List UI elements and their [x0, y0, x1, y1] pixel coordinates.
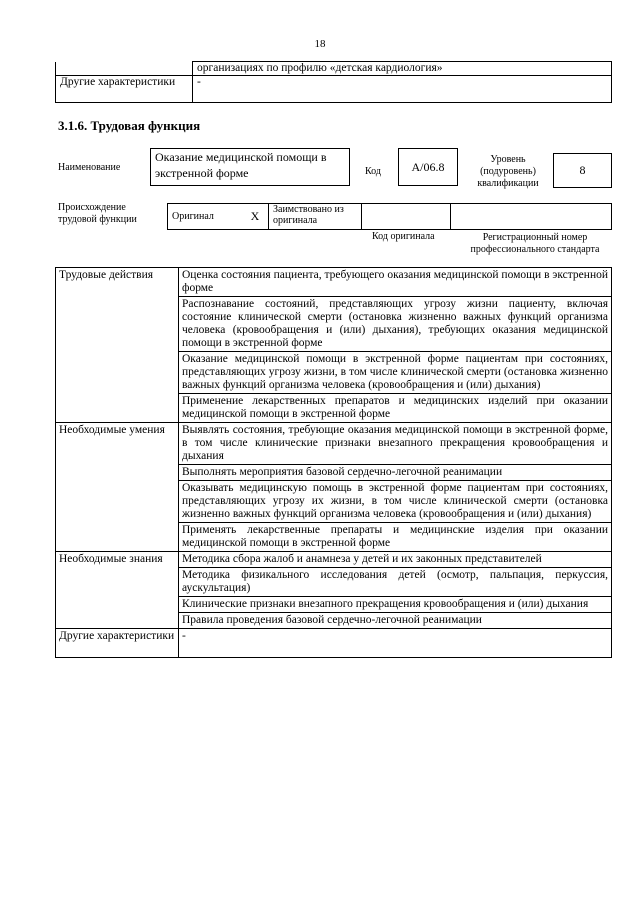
function-name-box: Оказание медицинской помощи в экстренной форме	[150, 148, 350, 186]
level-label: Уровень (подуровень) квалификации	[477, 154, 539, 189]
origin-label: Происхождение трудовой функции	[58, 202, 137, 225]
continuation-empty-cell	[56, 62, 193, 76]
page-number: 18	[314, 38, 326, 50]
table-row: Правила проведения базовой сердечно-легочной реанимации	[179, 613, 612, 629]
reg-number-caption: Регистрационный номер профессионального стандарта	[470, 232, 600, 255]
original-label: Оригинал	[168, 204, 243, 230]
table-row: Применять лекарственные препараты и медицинские изделия при оказании медицинской помощи в экстренной форме	[179, 523, 612, 552]
other-characteristics-label: Другие характеристики	[56, 629, 179, 658]
origin-code-cell	[362, 204, 451, 230]
table-row: Оценка состояния пациента, требующего оказания медицинской помощи в экстренной форме	[179, 268, 612, 297]
original-mark: X	[242, 204, 269, 230]
reg-number-cell	[451, 204, 612, 230]
origin-code-caption: Код оригинала	[372, 231, 435, 242]
other-characteristics-label: Другие характеристики	[56, 76, 193, 103]
continuation-table	[55, 61, 612, 103]
skills-label: Необходимые умения	[56, 423, 179, 552]
other-characteristics-value: -	[193, 76, 612, 103]
borrowed-label: Заимствовано из оригинала	[269, 204, 362, 230]
table-row: Оказывать медицинскую помощь в экстренной форме пациентам при состояниях, представляющих угрозу их жизни, в том числе клинической смерти (остановка жизненно важных функций организма человека (кровообращения и (или) дыхания)	[179, 481, 612, 523]
name-label: Наименование	[58, 162, 121, 173]
other-characteristics-value: -	[179, 629, 612, 658]
section-title: 3.1.6. Трудовая функция	[58, 118, 201, 133]
code-label: Код	[365, 166, 381, 177]
labor-function-table	[55, 267, 612, 658]
table-row: Распознавание состояний, представляющих угрозу жизни пациенту, включая состояние клинической смерти (остановка жизненно важных функций организма человека (кровообращения и (или) дыхания), требующих оказания медицинской помощи в экстренной форме	[179, 297, 612, 352]
table-row: Оказание медицинской помощи в экстренной форме пациентам при состояниях, представляющих угрозу жизни, в том числе клинической смерти (остановка жизненно важных функций организма человека (кровообращения и (или) дыхания)	[179, 352, 612, 394]
table-row: Применение лекарственных препаратов и медицинских изделий при оказании медицинской помощи в экстренной форме	[179, 394, 612, 423]
knowledge-label: Необходимые знания	[56, 552, 179, 629]
table-row: Методика физикального исследования детей (осмотр, пальпация, перкуссия, аускультация)	[179, 568, 612, 597]
function-code-box: А/06.8	[398, 148, 458, 186]
labor-actions-label: Трудовые действия	[56, 268, 179, 423]
level-value-box: 8	[553, 153, 612, 188]
table-row: Методика сбора жалоб и анамнеза у детей и их законных представителей	[179, 552, 612, 568]
origin-table	[167, 203, 612, 230]
continuation-text: организациях по профилю «детская кардиология»	[193, 62, 612, 76]
table-row: Клинические признаки внезапного прекращения кровообращения и (или) дыхания	[179, 597, 612, 613]
table-row: Выявлять состояния, требующие оказания медицинской помощи в экстренной форме, в том числе клинические признаки внезапного прекращения кровообращения и дыхания	[179, 423, 612, 465]
table-row: Выполнять мероприятия базовой сердечно-легочной реанимации	[179, 465, 612, 481]
